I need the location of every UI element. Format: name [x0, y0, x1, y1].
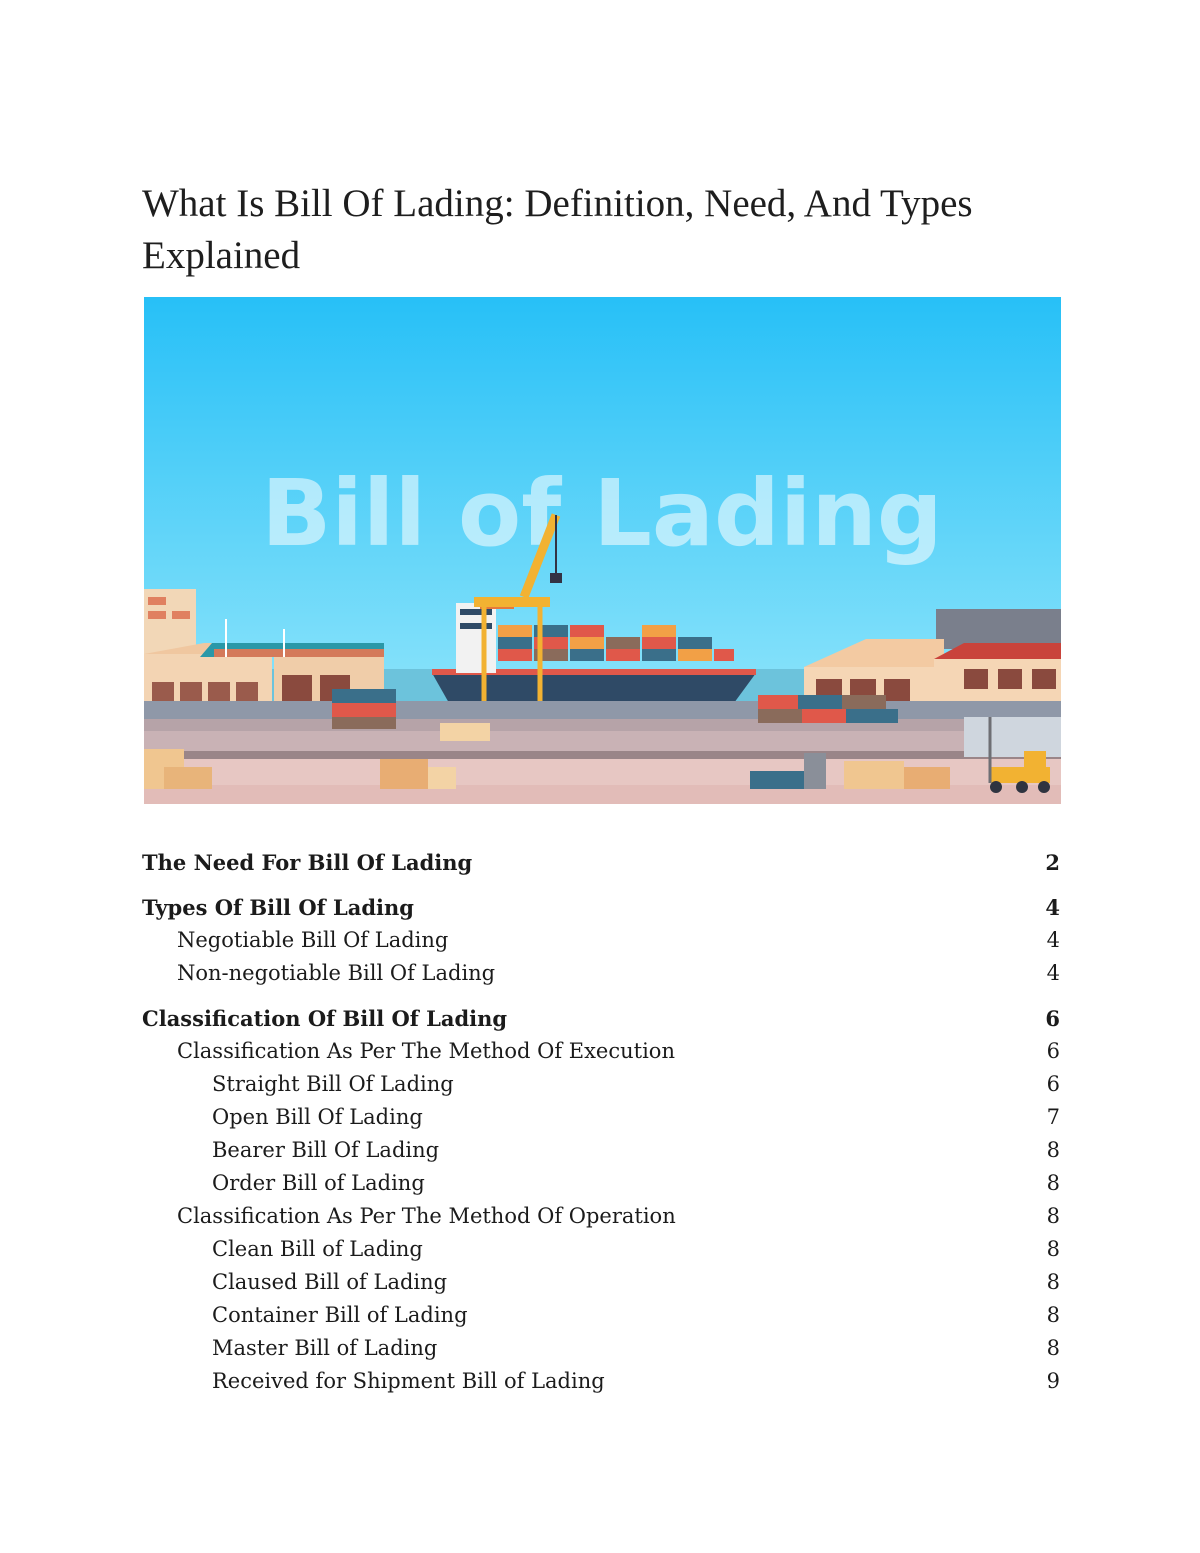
toc-entry[interactable] [142, 1332, 1060, 1365]
toc-entry-page: 2 [1045, 850, 1060, 875]
toc-entry[interactable] [142, 1299, 1060, 1332]
toc-entry[interactable] [142, 891, 1060, 924]
toc-entry[interactable] [142, 1167, 1060, 1200]
hero-watermark-text: Bill of Lading [261, 460, 943, 567]
toc-entry-page: 6 [1046, 1039, 1060, 1063]
toc-entry-page: 6 [1046, 1072, 1060, 1096]
document-title: What Is Bill Of Lading: Definition, Need, And Types Explained [142, 182, 973, 277]
toc-entry-page: 4 [1046, 961, 1060, 985]
toc-entry-label: Master Bill of Lading [212, 1336, 438, 1360]
quay [144, 701, 1061, 719]
toc-entry-label: Negotiable Bill Of Lading [177, 928, 449, 952]
toc-entry[interactable] [142, 846, 1060, 879]
toc-entry-page: 4 [1046, 928, 1060, 952]
toc-entry[interactable] [142, 1200, 1060, 1233]
hero-illustration [144, 297, 1061, 804]
toc-entry-page: 6 [1045, 1006, 1060, 1031]
toc-entry-label: Claused Bill of Lading [212, 1270, 448, 1294]
toc-entry-label: Open Bill Of Lading [212, 1105, 423, 1129]
toc-entry[interactable] [142, 924, 1060, 957]
toc-entry[interactable] [142, 1035, 1060, 1068]
table-of-contents [142, 846, 1060, 1398]
toc-entry[interactable] [142, 1365, 1060, 1398]
toc-entry-label: Straight Bill Of Lading [212, 1072, 454, 1096]
toc-entry-label: Classification Of Bill Of Lading [142, 1006, 508, 1031]
toc-entry-label: Received for Shipment Bill of Lading [212, 1369, 605, 1393]
toc-entry-label: The Need For Bill Of Lading [142, 850, 473, 875]
toc-entry-page: 8 [1046, 1138, 1060, 1162]
toc-entry-page: 7 [1046, 1105, 1060, 1129]
toc-entry[interactable] [142, 1233, 1060, 1266]
toc-entry-label: Order Bill of Lading [212, 1171, 425, 1195]
toc-entry-page: 8 [1046, 1171, 1060, 1195]
toc-entry-page: 8 [1046, 1303, 1060, 1327]
toc-entry-page: 9 [1046, 1369, 1060, 1393]
toc-entry[interactable] [142, 957, 1060, 990]
cargo-ship-hull [432, 673, 756, 703]
toc-entry[interactable] [142, 1101, 1060, 1134]
toc-entry-label: Classification As Per The Method Of Operation [177, 1204, 676, 1228]
toc-entry-page: 8 [1046, 1204, 1060, 1228]
toc-entry-page: 8 [1046, 1270, 1060, 1294]
toc-entry-label: Non-negotiable Bill Of Lading [177, 961, 496, 985]
toc-entry-label: Bearer Bill Of Lading [212, 1138, 440, 1162]
toc-entry[interactable] [142, 1134, 1060, 1167]
toc-entry-page: 8 [1046, 1336, 1060, 1360]
toc-entry[interactable] [142, 1002, 1060, 1035]
toc-entry-label: Container Bill of Lading [212, 1303, 468, 1327]
toc-entry-label: Clean Bill of Lading [212, 1237, 423, 1261]
toc-entry-label: Types Of Bill Of Lading [142, 895, 414, 920]
toc-entry[interactable] [142, 1068, 1060, 1101]
toc-entry-page: 8 [1046, 1237, 1060, 1261]
toc-entry-label: Classification As Per The Method Of Execution [177, 1039, 675, 1063]
toc-entry-page: 4 [1045, 895, 1060, 920]
toc-entry[interactable] [142, 1266, 1060, 1299]
